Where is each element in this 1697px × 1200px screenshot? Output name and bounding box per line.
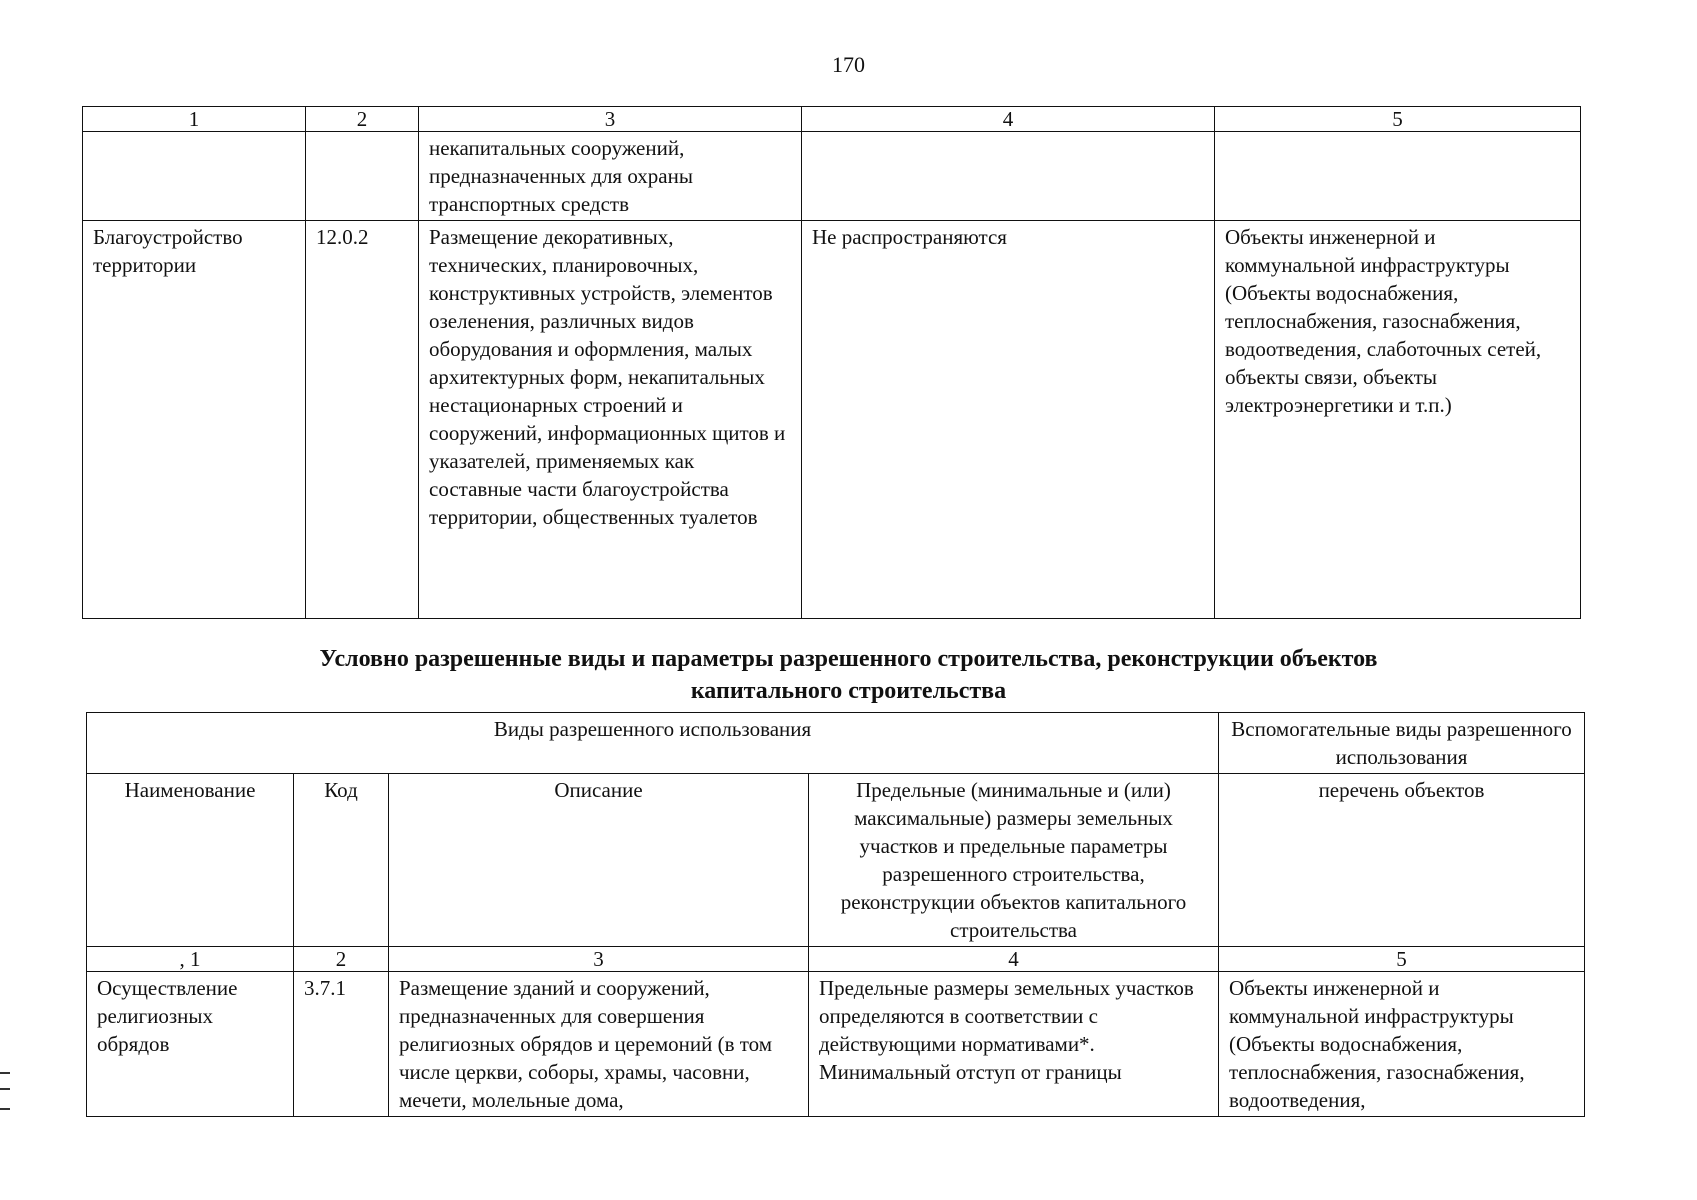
column-number: 1 <box>83 107 306 132</box>
column-number: , 1 <box>87 947 294 972</box>
column-number: 5 <box>1219 947 1585 972</box>
use-code-cell: 12.0.2 <box>306 221 419 619</box>
name-column-header: Наименование <box>87 774 294 947</box>
column-number: 3 <box>389 947 809 972</box>
auxiliary-objects-cell <box>1215 132 1581 221</box>
section-heading-line: Условно разрешенные виды и параметры разрешенного строительства, реконструкции объектов <box>319 646 1378 672</box>
conditional-uses-table <box>86 712 1585 1117</box>
column-number: 2 <box>306 107 419 132</box>
use-description-cell: Размещение декоративных, технических, планировочных, конструктивных устройств, элементов озеленения, различных видов оборудования и оформления, малых архитектурных форм, некапитальных нестационарных строений и сооружений, информационных щитов и указателей, применяемых как составные части благоустройства территории, общественных туалетов <box>419 221 802 619</box>
use-name-cell: Благоустройство территории <box>83 221 306 619</box>
use-code-cell: 3.7.1 <box>294 972 389 1117</box>
use-limits-cell <box>802 132 1215 221</box>
section-heading-line: капитального строительства <box>690 678 1007 704</box>
use-code-cell <box>306 132 419 221</box>
auxiliary-objects-cell: Объекты инженерной и коммунальной инфраструктуры (Объекты водоснабжения, теплоснабжения, газоснабжения, водоотведения, слаботочных сетей, объекты связи, объекты электроэнергетики и т.п.) <box>1215 221 1581 619</box>
limits-column-header: Предельные (минимальные и (или) максимальные) размеры земельных участков и предельные параметры разрешенного строительства, реконструкции объектов капитального строительства <box>809 774 1219 947</box>
description-column-header: Описание <box>389 774 809 947</box>
use-limits-cell: Предельные размеры земельных участков определяются в соответствии с действующими нормативами*. Минимальный отступ от границы <box>809 972 1219 1117</box>
permitted-uses-table-continued <box>82 106 1581 619</box>
use-name-cell: Осуществление религиозных обрядов <box>87 972 294 1117</box>
table-row <box>83 132 1581 221</box>
column-number-row <box>83 107 1581 132</box>
use-description-cell: Размещение зданий и сооружений, предназначенных для совершения религиозных обрядов и церемоний (в том числе церкви, соборы, храмы, часовни, мечети, молельные дома, <box>389 972 809 1117</box>
group-header-row <box>87 713 1585 774</box>
column-number: 2 <box>294 947 389 972</box>
page-number: 170 <box>832 52 865 77</box>
column-header-row <box>87 774 1585 947</box>
section-heading <box>0 643 1697 707</box>
table-row <box>83 221 1581 619</box>
group-header: Виды разрешенного использования <box>87 713 1219 774</box>
margin-binding-mark <box>0 1072 10 1110</box>
use-limits-cell: Не распространяются <box>802 221 1215 619</box>
use-description-cell: некапитальных сооружений, предназначенных для охраны транспортных средств <box>419 132 802 221</box>
column-number-row <box>87 947 1585 972</box>
code-column-header: Код <box>294 774 389 947</box>
objects-column-header: перечень объектов <box>1219 774 1585 947</box>
auxiliary-header: Вспомогательные виды разрешенного использования <box>1219 713 1585 774</box>
column-number: 4 <box>809 947 1219 972</box>
column-number: 5 <box>1215 107 1581 132</box>
use-name-cell <box>83 132 306 221</box>
column-number: 4 <box>802 107 1215 132</box>
column-number: 3 <box>419 107 802 132</box>
table-row <box>87 972 1585 1117</box>
auxiliary-objects-cell: Объекты инженерной и коммунальной инфраструктуры (Объекты водоснабжения, теплоснабжения, газоснабжения, водоотведения, <box>1219 972 1585 1117</box>
